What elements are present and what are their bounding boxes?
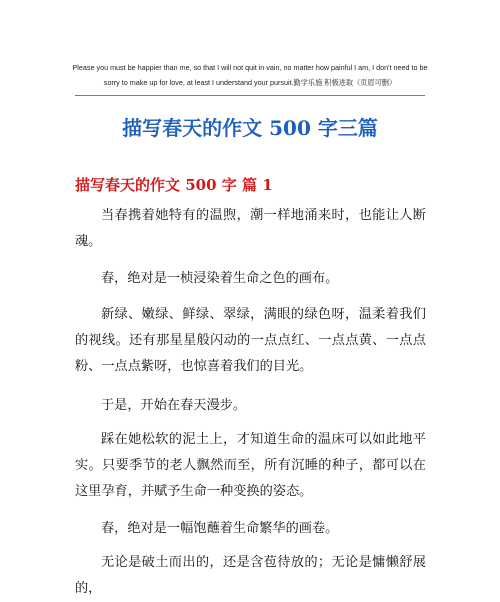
paragraph-7: 无论是破土而出的，还是含苞待放的；无论是慵懒舒展的， bbox=[75, 555, 426, 596]
paragraph-3: 新绿、嫩绿、鲜绿、翠绿，满眼的绿色呀，温柔着我们的视线。还有那星星般闪动的一点点红、一点点黄、一点点粉、一点点紫呀，也惊喜着我们的目光。 bbox=[75, 307, 426, 374]
page-header-note: Please you must be happier than me, so that I will not quit in vain, no matter how painful I am, I don't need to be sorry to make up for love, at least I understand your pursuit.勤学乐施 积极进取（页眉可删） bbox=[72, 63, 428, 87]
section-heading: 描写春天的作文 500 字 篇 1 bbox=[75, 176, 273, 194]
paragraph-1: 当春携着她特有的温煦，潮一样地涌来时，也能让人断魂。 bbox=[75, 208, 426, 249]
paragraph-4: 于是，开始在春天漫步。 bbox=[101, 398, 247, 413]
paragraph-5: 踩在她松软的泥土上，才知道生命的温床可以如此地平实。只要季节的老人飘然而至，所有沉睡的种子，都可以在这里孕育，并赋予生命一种变换的姿态。 bbox=[75, 432, 426, 499]
header-divider bbox=[75, 95, 425, 96]
document-title: 描写春天的作文 500 字三篇 bbox=[122, 116, 378, 140]
paragraph-2: 春，绝对是一桢浸染着生命之色的画布。 bbox=[101, 271, 339, 286]
paragraph-6: 春，绝对是一幅饱蘸着生命繁华的画卷。 bbox=[101, 521, 339, 536]
